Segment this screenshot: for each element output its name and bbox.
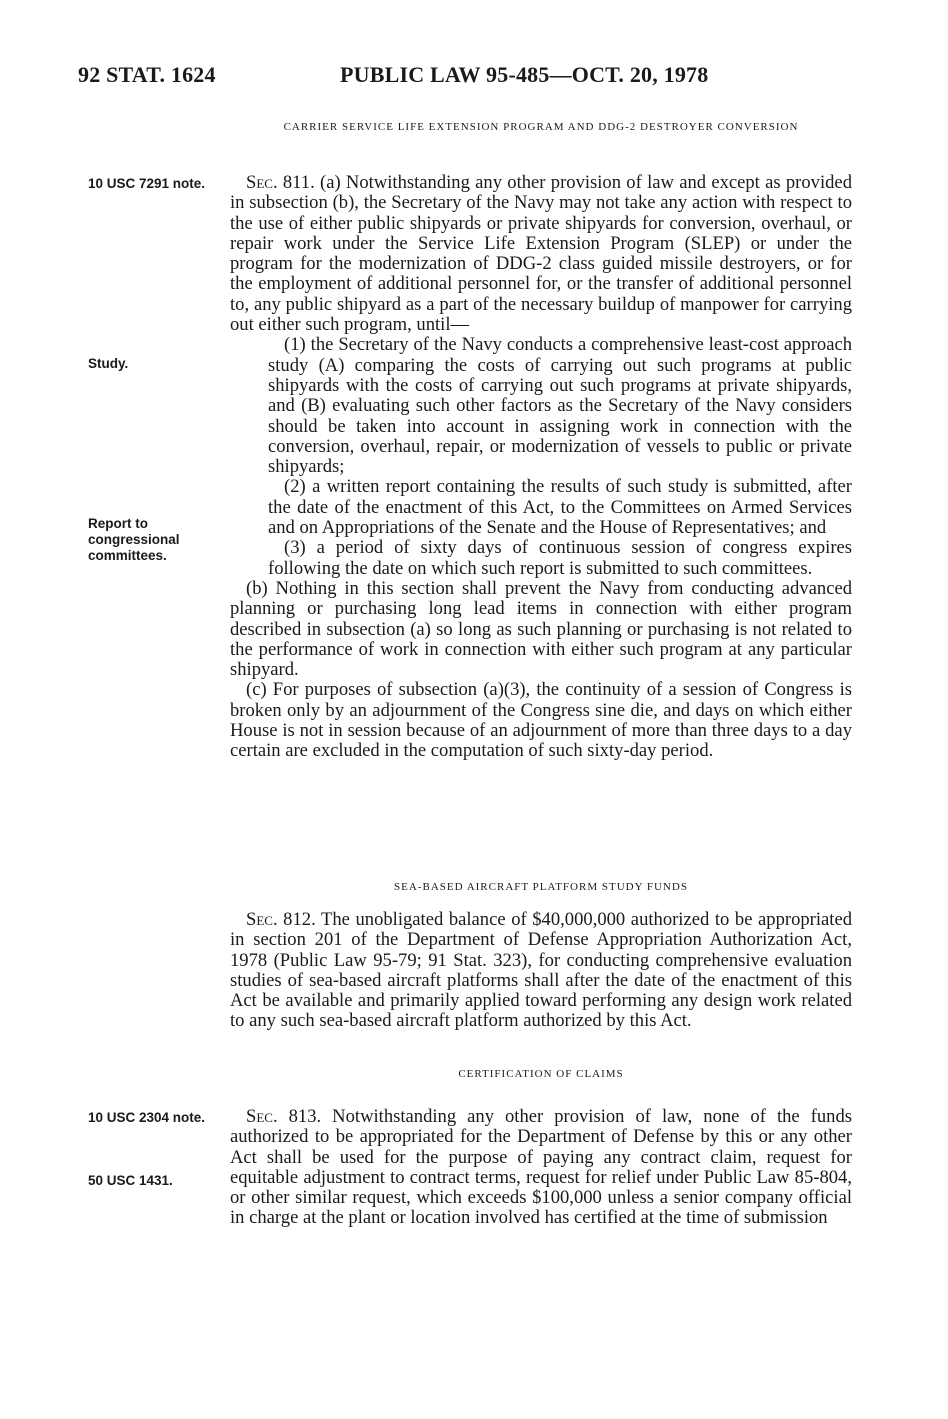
section-811-paragraph-b: (b) Nothing in this section shall prevent the Navy from conducting advanced planning or purchasing long lead items in connection with either program described in subsection (a) so long as such planning or purchasing is not related to the performance of work in connection with either such program at any particular shipyard.	[230, 577, 852, 681]
section-813-text	[230, 1107, 852, 1229]
section-811-item-1: (1) the Secretary of the Navy conducts a comprehensive least-cost approach study (A) comparing the costs of carrying out such programs at public shipyards with the costs of carrying out such programs at private shipyards, and (B) evaluating such other factors as the Secretary of the Navy considers should be taken into account in assigning work in connection with the conversion, overhaul, repair, or modernization of vessels to public or private shipyards;	[268, 334, 852, 478]
margin-note-study: Study.	[88, 356, 129, 371]
section-811-intro-text: (a) Notwithstanding any other provision of law and except as provided in subsection (b), the Secretary of the Navy may not take any action with respect to the use of either public shipyards or private shipyards for conversion, overhaul, or repair work under the Service Life Extension Program (SLEP) or under the program for the modernization of DDG-2 class guided missile destroyers, or for the employment of additional personnel for, or the transfer of additional personnel to, any public shipyard as a part of the necessary buildup of manpower for carrying out either such program, until—	[230, 172, 852, 336]
section-811-item-3: (3) a period of sixty days of continuous session of congress expires following the date on which such report is submitted to such committees.	[268, 537, 852, 579]
section-812-text	[230, 910, 852, 1032]
margin-note-report: Report to congressional committees.	[88, 516, 180, 563]
section-812-label: Sec. 812.	[246, 909, 316, 930]
section-811-heading: CARRIER SERVICE LIFE EXTENSION PROGRAM AND DDG-2 DESTROYER CONVERSION	[283, 121, 799, 133]
section-812-text-content: The unobligated balance of $40,000,000 authorized to be appropriated in section 201 of the Department of Defense Appropriation Authorization Act, 1978 (Public Law 95-79; 91 Stat. 323), for conducting comprehensive evaluation studies of sea-based aircraft platforms shall after the date of the enactment of this Act be available and primarily applied toward performing any design work related to any such sea-based aircraft platform authorized by this Act.	[230, 909, 852, 1032]
section-812-body	[230, 910, 852, 1032]
section-811-label: Sec. 811.	[246, 172, 315, 193]
section-811-item-2: (2) a written report containing the results of such study is submitted, after the date of the enactment of this Act, to the Committees on Armed Services and on Appropriations of the Senate and the House of Representatives; and	[268, 476, 852, 539]
section-811-intro	[230, 173, 852, 335]
statute-page-reference: 92 STAT. 1624	[78, 62, 216, 87]
section-811-paragraph-c: (c) For purposes of subsection (a)(3), the continuity of a session of Congress is broken only by an adjournment of the Congress sine die, and days on which either House is not in session because of an adjournment of more than three days to a day certain are excluded in the computation of such sixty-day period.	[230, 679, 852, 762]
margin-note-10-usc-7291: 10 USC 7291 note.	[88, 176, 206, 191]
section-811-body	[230, 173, 852, 762]
public-law-header: PUBLIC LAW 95-485—OCT. 20, 1978	[340, 62, 709, 87]
section-812-heading: SEA-BASED AIRCRAFT PLATFORM STUDY FUNDS	[394, 881, 688, 893]
margin-note-10-usc-2304: 10 USC 2304 note.	[88, 1110, 206, 1125]
section-813-text-content: Notwithstanding any other provision of law, none of the funds authorized to be appropriated for the Department of Defense by this or any other Act shall be used for the purpose of paying any contract claim, request for equitable adjustment to contract terms, request for relief under Public Law 85-804, or other similar request, which exceeds $100,000 unless a senior company official in charge at the plant or location involved has certified at the time of submission	[230, 1106, 852, 1229]
section-813-label: Sec. 813.	[246, 1106, 322, 1127]
section-813-heading: CERTIFICATION OF CLAIMS	[458, 1068, 624, 1080]
margin-note-50-usc-1431: 50 USC 1431.	[88, 1173, 173, 1188]
section-813-body	[230, 1107, 852, 1229]
